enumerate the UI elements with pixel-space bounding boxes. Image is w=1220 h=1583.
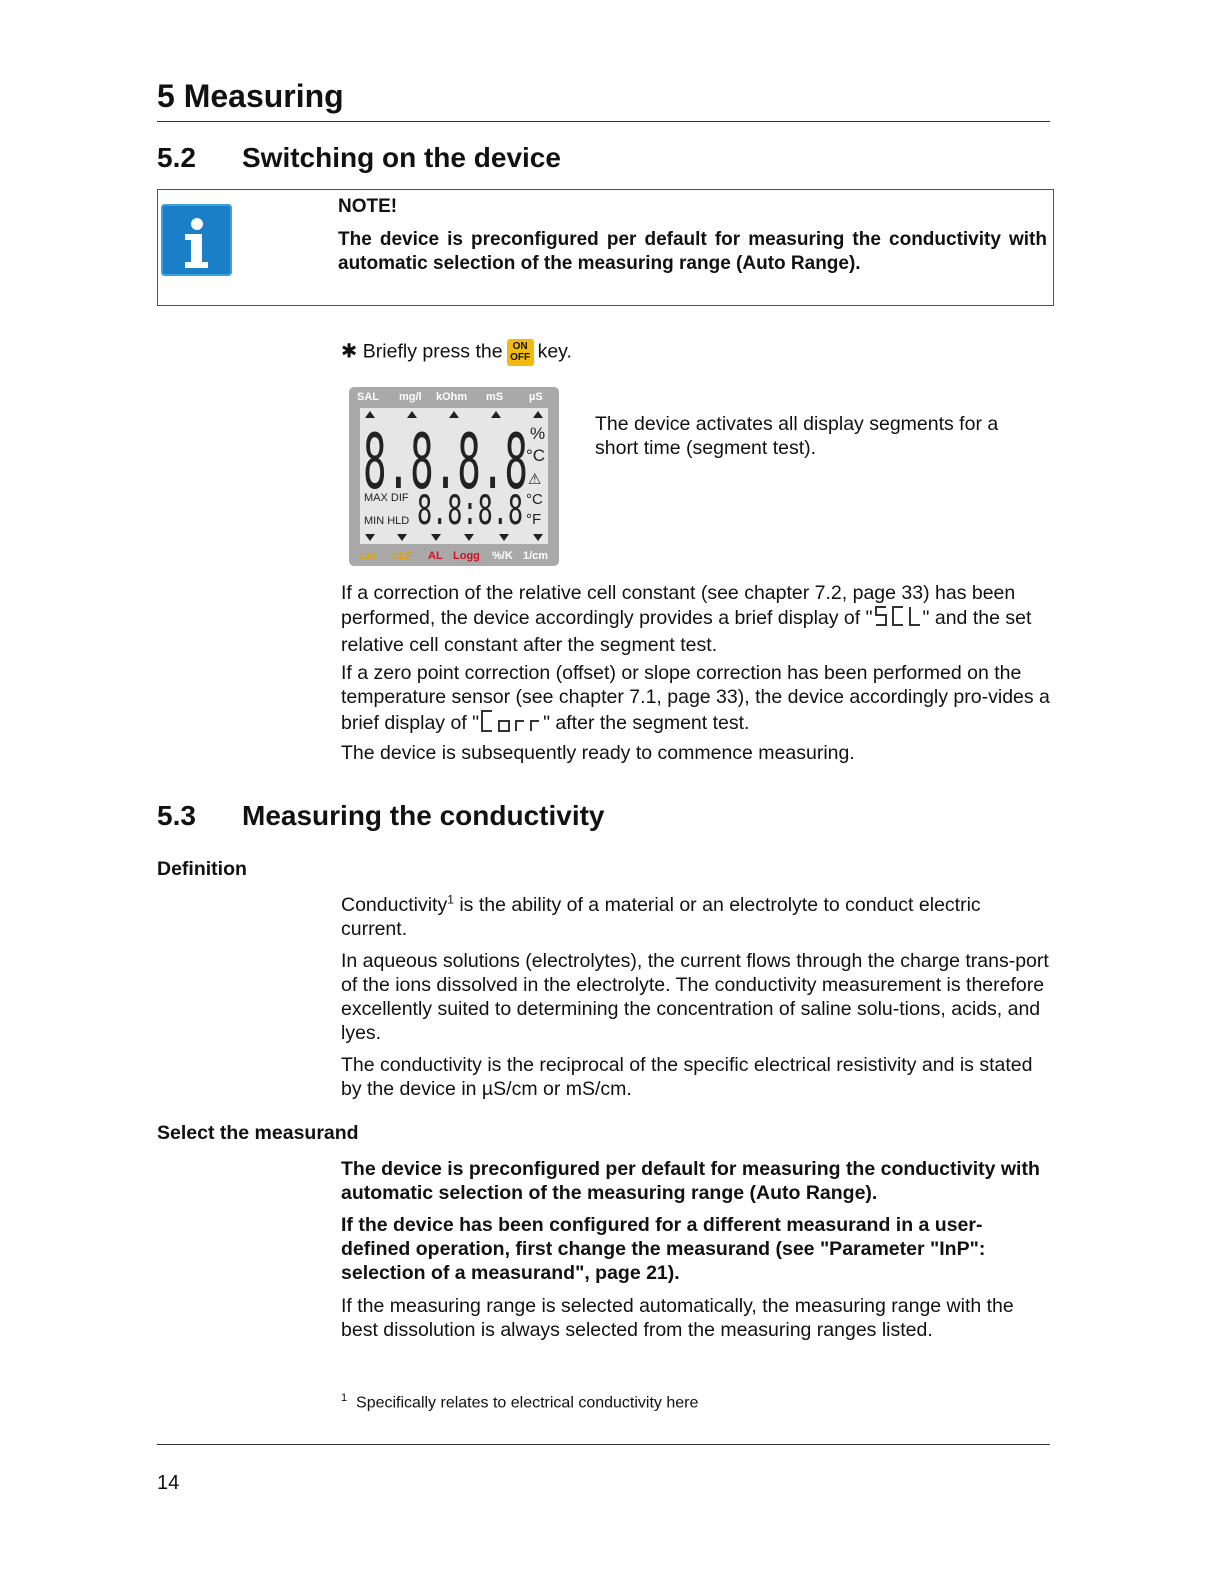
lcd-label-mgl: mg/l: [399, 391, 422, 403]
lcd-unit-celsius-2: °C: [526, 491, 543, 508]
step-instruction: [341, 339, 572, 366]
lcd-label-al: AL: [428, 550, 443, 562]
asterisk-bullet-icon: ✱: [341, 340, 358, 363]
footnote-reference: 1: [447, 892, 454, 907]
note-text: The device is preconfigured per default for measuring the conductivity with automatic selection of the measuring range (Auto Range).: [338, 229, 1047, 274]
lcd-label-lin: Lin: [360, 550, 377, 562]
lcd-main-digits: 8.8.8.8: [363, 417, 528, 506]
lcd-label-ms: mS: [486, 391, 504, 403]
lcd-display-illustration: [349, 387, 559, 566]
lcd-label-kohm: kOhm: [436, 391, 468, 403]
footnote-mark: 1: [341, 1392, 348, 1404]
definition-paragraph-3: The conductivity is the reciprocal of the specific electrical resistivity and is stated by the device in µS/cm or mS/cm.: [341, 1054, 1033, 1100]
ready-paragraph: The device is subsequently ready to commence measuring.: [341, 742, 855, 764]
step-text-before: Briefly press the: [362, 340, 503, 363]
footnote-text: Specifically relates to electrical conductivity here: [356, 1394, 699, 1412]
chapter-title: 5 Measuring: [157, 78, 344, 114]
lcd-sub-digits: 8.8:8.8: [417, 488, 523, 534]
info-icon: [161, 204, 232, 276]
definition-paragraph-2: In aqueous solutions (electrolytes), the current flows through the charge trans-port of the ions dissolved in the electrolyte. The conductivity measurement is therefore excellently suited to determining the concentration of saline solu-tions, acids, and lyes.: [341, 950, 1049, 1044]
note-title: NOTE!: [338, 196, 398, 217]
lcd-label-1cm: 1/cm: [523, 550, 549, 562]
temperature-correction-paragraph: If a zero point correction (offset) or slope correction has been performed on the temperature sensor (see chapter 7.1, page 33), the device accordingly pro-vides a brief display of " " after the segment test.: [341, 661, 1051, 739]
select-paragraph-1: The device is preconfigured per default for measuring the conductivity with automatic selection of the measuring range (Auto Range).: [341, 1158, 1040, 1204]
lcd-label-max-dif: MAX DIF: [364, 492, 409, 504]
scl-segment-display-icon: [873, 605, 923, 633]
lcd-label-nlf: nLF: [392, 550, 413, 562]
lcd-unit-fahrenheit: °F: [526, 511, 542, 528]
lcd-label-logg: Logg: [453, 550, 480, 562]
header-rule: [157, 121, 1050, 122]
footnote: [341, 1392, 698, 1412]
page-number: 14: [157, 1472, 180, 1494]
corr-segment-display-icon: [479, 709, 543, 739]
section-5-3-heading: [157, 800, 605, 832]
lcd-label-percent-k: %/K: [492, 550, 513, 562]
lcd-label-min-hld: MIN HLD: [364, 515, 410, 527]
definition-paragraph-1: Conductivity$^1$ is the ability of a material or an electrolyte to conduct electric current.: [341, 892, 981, 940]
step-text-after: key.: [537, 340, 572, 363]
section-5-2-heading: [157, 142, 561, 174]
lcd-label-us: µS: [529, 391, 543, 403]
select-paragraph-2: If the device has been configured for a different measurand in a user-defined operation, first change the measurand (see "Parameter "InP": selection of a measurand", page 21).: [341, 1214, 986, 1284]
section-title: Measuring the conductivity: [242, 800, 605, 831]
lcd-unit-celsius: °C: [526, 446, 546, 465]
select-measurand-label: Select the measurand: [157, 1122, 359, 1144]
cell-constant-paragraph: If a correction of the relative cell constant (see chapter 7.2, page 33) has been performed, the device accordingly provides a brief display of " " and the set relative cell constant after the segment test.: [341, 582, 1032, 656]
section-number: 5.2: [157, 142, 196, 173]
section-title: Switching on the device: [242, 142, 561, 173]
footer-rule: [157, 1444, 1050, 1445]
lcd-warning-icon: ⚠: [528, 471, 542, 488]
lcd-label-sal: SAL: [357, 391, 379, 403]
lcd-unit-percent: %: [530, 424, 546, 443]
lcd-caption: The device activates all display segments for a short time (segment test).: [595, 413, 999, 459]
select-paragraph-3: If the measuring range is selected automatically, the measuring range with the best dissolution is always selected from the measuring ranges listed.: [341, 1295, 1014, 1341]
definition-label: Definition: [157, 858, 247, 880]
on-off-key-icon: ON OFF: [507, 339, 534, 366]
section-number: 5.3: [157, 800, 196, 831]
